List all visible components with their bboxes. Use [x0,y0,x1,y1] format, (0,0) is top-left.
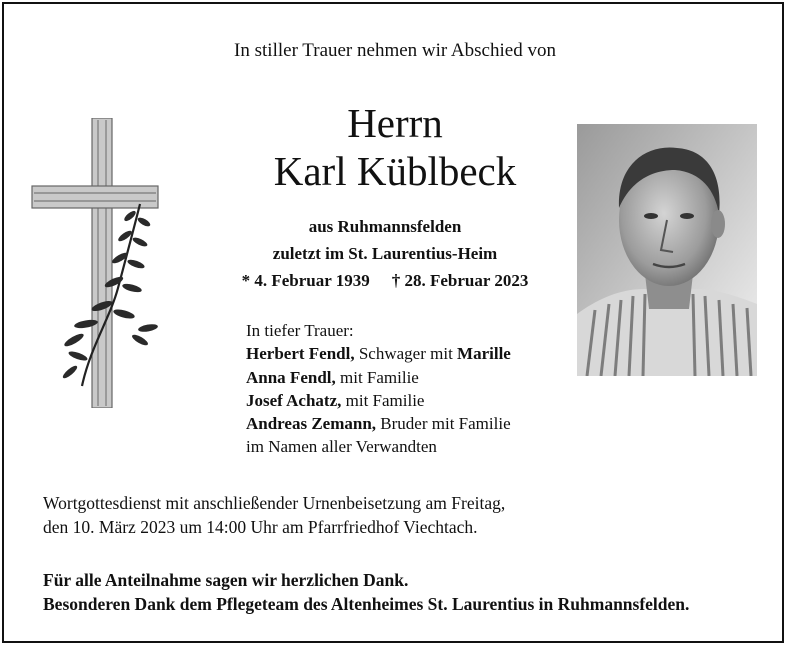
intro-line: In stiller Trauer nehmen wir Abschied von [234,40,556,61]
origin-line: aus Ruhmannsfelden [308,217,462,236]
thanks-text [43,568,689,616]
deceased-name: Karl Küblbeck [273,148,517,194]
mourner-line [246,435,511,458]
death-date: † 28. Februar 2023 [391,271,529,290]
mourner-line [246,342,511,365]
mourners-heading: In tiefer Trauer: [246,321,354,340]
mourner-relation: Bruder mit Familie [376,414,511,434]
mourner-line [246,389,511,412]
mourner-line [246,366,511,389]
mourner-relation: im Namen aller Verwandten [246,437,437,457]
service-line: den 10. März 2023 um 14:00 Uhr am Pfarrfriedhof Viechtach. [43,517,478,537]
mourner-relation: Schwager mit [354,344,458,364]
mourner-line [246,412,511,435]
mourner-relation: mit Familie [335,367,419,387]
mourner-name: Josef Achatz, [246,390,342,410]
portrait-photo [577,124,757,376]
mourner-name: Andreas Zemann, [246,414,377,434]
mourner-name-2: Marille [457,344,511,364]
mourner-name: Anna Fendl, [246,367,336,387]
mourners-list [246,319,511,459]
birth-date: * 4. Februar 1939 [241,271,370,290]
mourner-relation: mit Familie [341,390,425,410]
last-residence-line: zuletzt im St. Laurentius-Heim [272,244,498,263]
service-line: Wortgottesdienst mit anschließender Urnenbeisetzung am Freitag, [43,493,506,513]
salutation: Herrn [347,100,443,146]
service-info [43,491,505,539]
thanks-line: Besonderen Dank dem Pflegeteam des Altenheimes St. Laurentius in Ruhmannsfelden. [43,594,690,614]
thanks-line: Für alle Anteilnahme sagen wir herzlichen Dank. [43,570,409,590]
mourner-name: Herbert Fendl, [246,344,355,364]
life-dates [200,272,570,289]
cross-with-palm-icon [30,118,160,408]
